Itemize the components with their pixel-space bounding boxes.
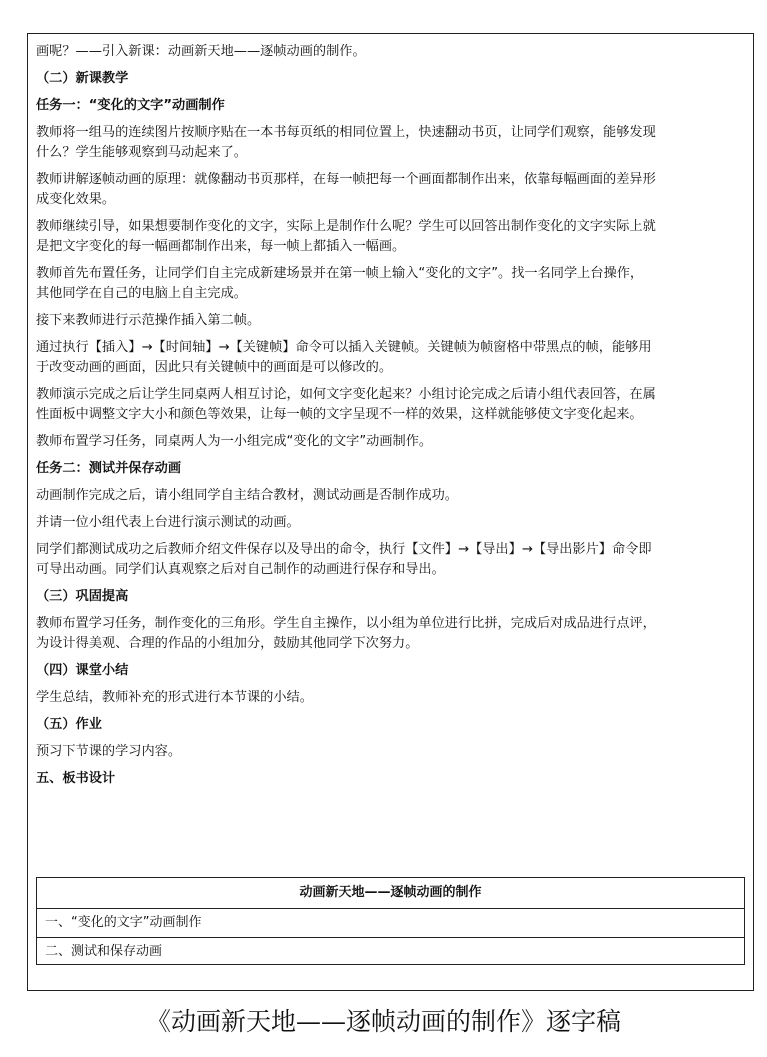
text-line: 预习下节课的学习内容。	[36, 744, 182, 759]
text-line: 教师讲解逐帧动画的原理：就像翻动书页那样，在每一帧把每一个画面都制作出来，依靠每幅画面的差异形	[36, 172, 656, 187]
footer-title: 《动画新天地——逐帧动画的制作》逐字稿	[145, 1007, 621, 1036]
text-line: 教师布置学习任务，制作变化的三角形。学生自主操作，以小组为单位进行比拼，完成后对成品进行点评，	[36, 616, 656, 631]
text-line: 可导出动画。同学们认真观察之后对自己制作的动画进行保存和导出。	[36, 562, 445, 577]
text-line: 教师布置学习任务，同桌两人为一小组完成“变化的文字”动画制作。	[36, 434, 433, 449]
text-line: 成变化效果。	[36, 192, 116, 207]
text-line: 于改变动画的画面，因此只有关键帧中的画面是可以修改的。	[36, 360, 393, 375]
board-row: 一、“变化的文字”动画制作	[37, 909, 744, 938]
task-heading: 任务一：“变化的文字”动画制作	[36, 98, 225, 113]
text-line: 其他同学在自己的电脑上自主完成。	[36, 286, 247, 301]
text-line: 性面板中调整文字大小和颜色等效果，让每一帧的文字呈现不一样的效果，这样就能够使文字变化起来。	[36, 407, 643, 422]
board-row: 二、测试和保存动画	[45, 944, 163, 959]
section-heading: （四）课堂小结	[36, 663, 129, 678]
task-heading: 任务二：测试并保存动画	[36, 461, 182, 476]
document-frame	[27, 33, 754, 991]
section-heading: （二）新课教学	[36, 71, 129, 86]
section-heading: 五、板书设计	[36, 771, 116, 786]
text-line: 教师将一组马的连续图片按顺序贴在一本书每页纸的相同位置上，快速翻动书页，让同学们观察，能够发现	[36, 125, 656, 140]
text-line: 并请一位小组代表上台进行演示测试的动画。	[36, 515, 300, 530]
text-line: 教师首先布置任务，让同学们自主完成新建场景并在第一帧上输入“变化的文字”。找一名同学上台操作，	[36, 266, 644, 281]
board-title: 动画新天地——逐帧动画的制作	[37, 878, 744, 909]
text-line: 画呢？——引入新课：动画新天地——逐帧动画的制作。	[36, 44, 366, 59]
text-line: 通过执行【插入】→【时间轴】→【关键帧】命令可以插入关键帧。关键帧为帧窗格中带黑点的帧，能够用	[36, 340, 652, 355]
section-heading: （三）巩固提高	[36, 589, 129, 604]
blackboard-design-table	[36, 877, 745, 965]
document-body	[36, 42, 745, 789]
text-line: 动画制作完成之后，请小组同学自主结合教材，测试动画是否制作成功。	[36, 488, 458, 503]
text-line: 接下来教师进行示范操作插入第二帧。	[36, 313, 261, 328]
text-line: 为设计得美观、合理的作品的小组加分，鼓励其他同学下次努力。	[36, 636, 419, 651]
text-line: 教师继续引导，如果想要制作变化的文字，实际上是制作什么呢？学生可以回答出制作变化的文字实际上就	[36, 219, 656, 234]
text-line: 是把文字变化的每一幅画都制作出来，每一帧上都插入一幅画。	[36, 239, 406, 254]
text-line: 学生总结，教师补充的形式进行本节课的小结。	[36, 690, 313, 705]
text-line: 什么？学生能够观察到马动起来了。	[36, 145, 247, 160]
section-heading: （五）作业	[36, 717, 102, 732]
text-line: 同学们都测试成功之后教师介绍文件保存以及导出的命令，执行【文件】→【导出】→【导出影片】命令即	[36, 542, 652, 557]
text-line: 教师演示完成之后让学生同桌两人相互讨论，如何文字变化起来？小组讨论完成之后请小组代表回答，在属	[36, 387, 656, 402]
